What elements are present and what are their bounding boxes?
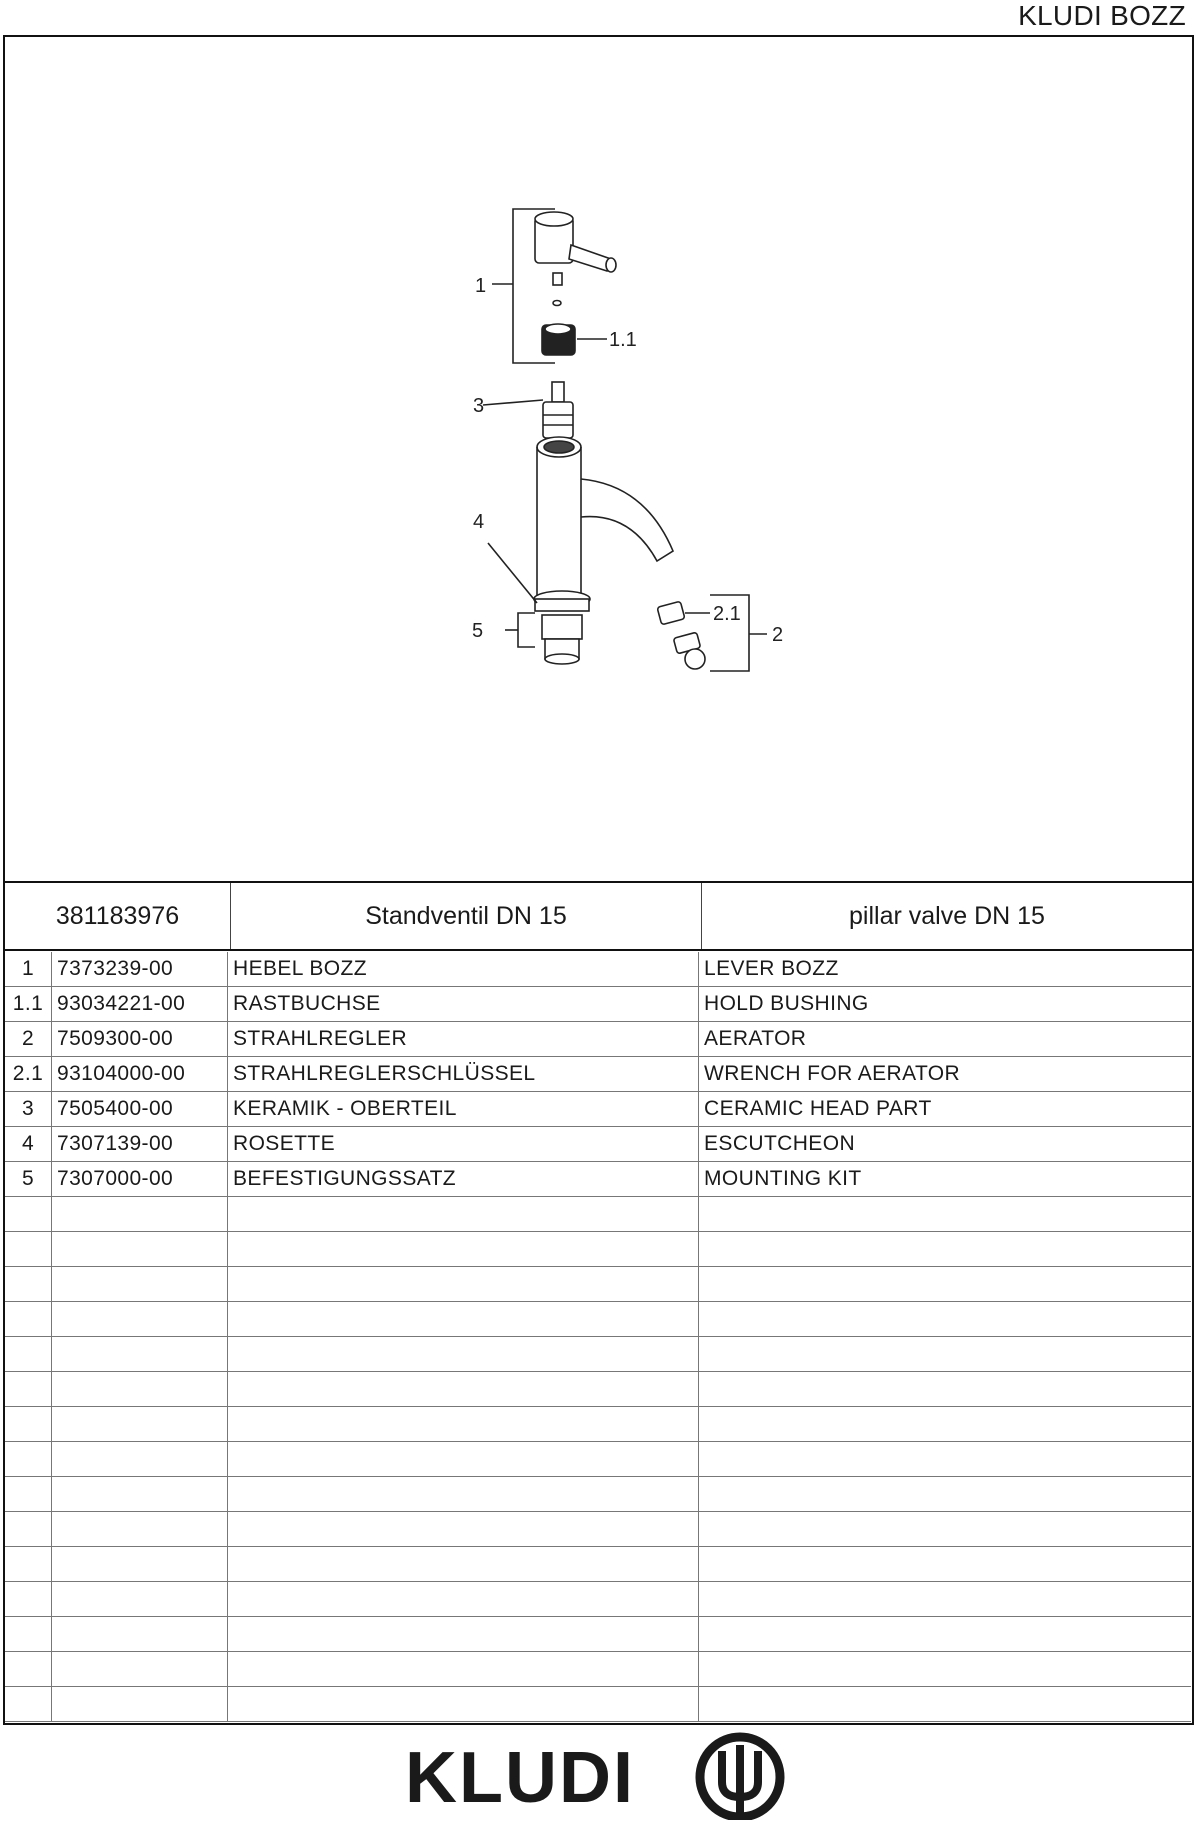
- empty-cell: [5, 1407, 52, 1442]
- callout-2-1: 2.1: [713, 603, 741, 625]
- empty-table-row: [5, 1582, 1191, 1617]
- description-en-cell: CERAMIC HEAD PART: [699, 1092, 1192, 1127]
- empty-table-row: [5, 1477, 1191, 1512]
- position-cell: 3: [5, 1092, 52, 1127]
- empty-table-row: [5, 1232, 1191, 1267]
- empty-cell: [228, 1687, 699, 1722]
- empty-cell: [699, 1372, 1192, 1407]
- empty-cell: [5, 1337, 52, 1372]
- description-de-cell: BEFESTIGUNGSSATZ: [228, 1162, 699, 1197]
- empty-cell: [699, 1617, 1192, 1652]
- description-en-cell: AERATOR: [699, 1022, 1192, 1057]
- empty-table-row: [5, 1652, 1191, 1687]
- empty-cell: [699, 1267, 1192, 1302]
- parts-table: [5, 952, 1191, 1722]
- empty-cell: [228, 1232, 699, 1267]
- empty-cell: [699, 1337, 1192, 1372]
- kludi-logo: [405, 1730, 795, 1820]
- empty-cell: [5, 1617, 52, 1652]
- callout-1: 1: [475, 275, 487, 297]
- empty-cell: [52, 1197, 228, 1232]
- empty-table-row: [5, 1407, 1191, 1442]
- table-row: [5, 1092, 1191, 1127]
- empty-cell: [699, 1442, 1192, 1477]
- kludi-emblem-icon: [700, 1737, 780, 1817]
- empty-cell: [228, 1547, 699, 1582]
- exploded-view-drawing: [5, 37, 1191, 882]
- description-de-cell: STRAHLREGLER: [228, 1022, 699, 1057]
- table-row: [5, 1022, 1191, 1057]
- empty-table-row: [5, 1442, 1191, 1477]
- svg-text:KLUDI: KLUDI: [405, 1738, 635, 1818]
- empty-cell: [699, 1407, 1192, 1442]
- table-row: [5, 1162, 1191, 1197]
- title-english: pillar valve DN 15: [849, 901, 1045, 930]
- empty-cell: [228, 1407, 699, 1442]
- empty-table-row: [5, 1512, 1191, 1547]
- callout-1-1: 1.1: [609, 329, 637, 351]
- empty-cell: [5, 1197, 52, 1232]
- description-de-cell: STRAHLREGLERSCHLÜSSEL: [228, 1057, 699, 1092]
- empty-cell: [52, 1547, 228, 1582]
- parts-table-header: [5, 883, 1192, 951]
- empty-cell: [228, 1477, 699, 1512]
- empty-cell: [228, 1582, 699, 1617]
- description-de-cell: ROSETTE: [228, 1127, 699, 1162]
- empty-cell: [5, 1547, 52, 1582]
- part-number-cell: 93034221-00: [52, 987, 228, 1022]
- empty-cell: [52, 1442, 228, 1477]
- empty-cell: [5, 1302, 52, 1337]
- empty-cell: [228, 1512, 699, 1547]
- empty-cell: [228, 1652, 699, 1687]
- part-number-cell: 7373239-00: [52, 952, 228, 987]
- table-row: [5, 1057, 1191, 1092]
- empty-table-row: [5, 1547, 1191, 1582]
- empty-cell: [5, 1267, 52, 1302]
- empty-cell: [52, 1652, 228, 1687]
- description-en-cell: HOLD BUSHING: [699, 987, 1192, 1022]
- empty-cell: [228, 1302, 699, 1337]
- callout-5: 5: [472, 620, 484, 642]
- empty-cell: [52, 1617, 228, 1652]
- empty-cell: [699, 1232, 1192, 1267]
- empty-cell: [228, 1337, 699, 1372]
- empty-table-row: [5, 1267, 1191, 1302]
- empty-cell: [52, 1477, 228, 1512]
- part-number-cell: 7505400-00: [52, 1092, 228, 1127]
- part-number-cell: 93104000-00: [52, 1057, 228, 1092]
- position-cell: 2.1: [5, 1057, 52, 1092]
- empty-cell: [5, 1442, 52, 1477]
- empty-cell: [52, 1232, 228, 1267]
- empty-cell: [228, 1617, 699, 1652]
- description-en-cell: LEVER BOZZ: [699, 952, 1192, 987]
- empty-cell: [699, 1477, 1192, 1512]
- empty-cell: [5, 1477, 52, 1512]
- callout-3: 3: [473, 395, 485, 417]
- empty-cell: [699, 1302, 1192, 1337]
- description-de-cell: RASTBUCHSE: [228, 987, 699, 1022]
- empty-cell: [699, 1687, 1192, 1722]
- header-brand: KLUDI BOZZ: [1018, 0, 1186, 31]
- position-cell: 1.1: [5, 987, 52, 1022]
- callout-2: 2: [772, 624, 784, 646]
- empty-cell: [52, 1267, 228, 1302]
- empty-table-row: [5, 1687, 1191, 1722]
- empty-cell: [699, 1652, 1192, 1687]
- empty-cell: [228, 1267, 699, 1302]
- position-cell: 2: [5, 1022, 52, 1057]
- empty-cell: [52, 1407, 228, 1442]
- part-number-cell: 7307000-00: [52, 1162, 228, 1197]
- position-cell: 4: [5, 1127, 52, 1162]
- description-de-cell: KERAMIK - OBERTEIL: [228, 1092, 699, 1127]
- table-row: [5, 1127, 1191, 1162]
- empty-cell: [5, 1652, 52, 1687]
- empty-cell: [52, 1687, 228, 1722]
- empty-cell: [5, 1512, 52, 1547]
- empty-cell: [52, 1302, 228, 1337]
- empty-cell: [699, 1512, 1192, 1547]
- empty-cell: [699, 1582, 1192, 1617]
- part-number-cell: 7307139-00: [52, 1127, 228, 1162]
- empty-table-row: [5, 1337, 1191, 1372]
- article-number: 381183976: [5, 883, 231, 949]
- table-row: [5, 987, 1191, 1022]
- empty-cell: [5, 1372, 52, 1407]
- position-cell: 5: [5, 1162, 52, 1197]
- empty-cell: [52, 1512, 228, 1547]
- empty-cell: [52, 1337, 228, 1372]
- drawing-frame: [3, 35, 1194, 1725]
- description-de-cell: HEBEL BOZZ: [228, 952, 699, 987]
- position-cell: 1: [5, 952, 52, 987]
- empty-table-row: [5, 1302, 1191, 1337]
- empty-cell: [52, 1582, 228, 1617]
- empty-table-row: [5, 1617, 1191, 1652]
- empty-table-row: [5, 1197, 1191, 1232]
- description-en-cell: WRENCH FOR AERATOR: [699, 1057, 1192, 1092]
- empty-cell: [52, 1372, 228, 1407]
- table-row: [5, 952, 1191, 987]
- empty-cell: [228, 1372, 699, 1407]
- empty-cell: [5, 1687, 52, 1722]
- empty-cell: [228, 1442, 699, 1477]
- empty-cell: [5, 1232, 52, 1267]
- part-number-cell: 7509300-00: [52, 1022, 228, 1057]
- empty-cell: [699, 1547, 1192, 1582]
- description-en-cell: MOUNTING KIT: [699, 1162, 1192, 1197]
- empty-cell: [5, 1582, 52, 1617]
- callout-4: 4: [473, 511, 485, 533]
- description-en-cell: ESCUTCHEON: [699, 1127, 1192, 1162]
- title-german: Standventil DN 15: [231, 883, 702, 949]
- empty-cell: [699, 1197, 1192, 1232]
- empty-table-row: [5, 1372, 1191, 1407]
- empty-cell: [228, 1197, 699, 1232]
